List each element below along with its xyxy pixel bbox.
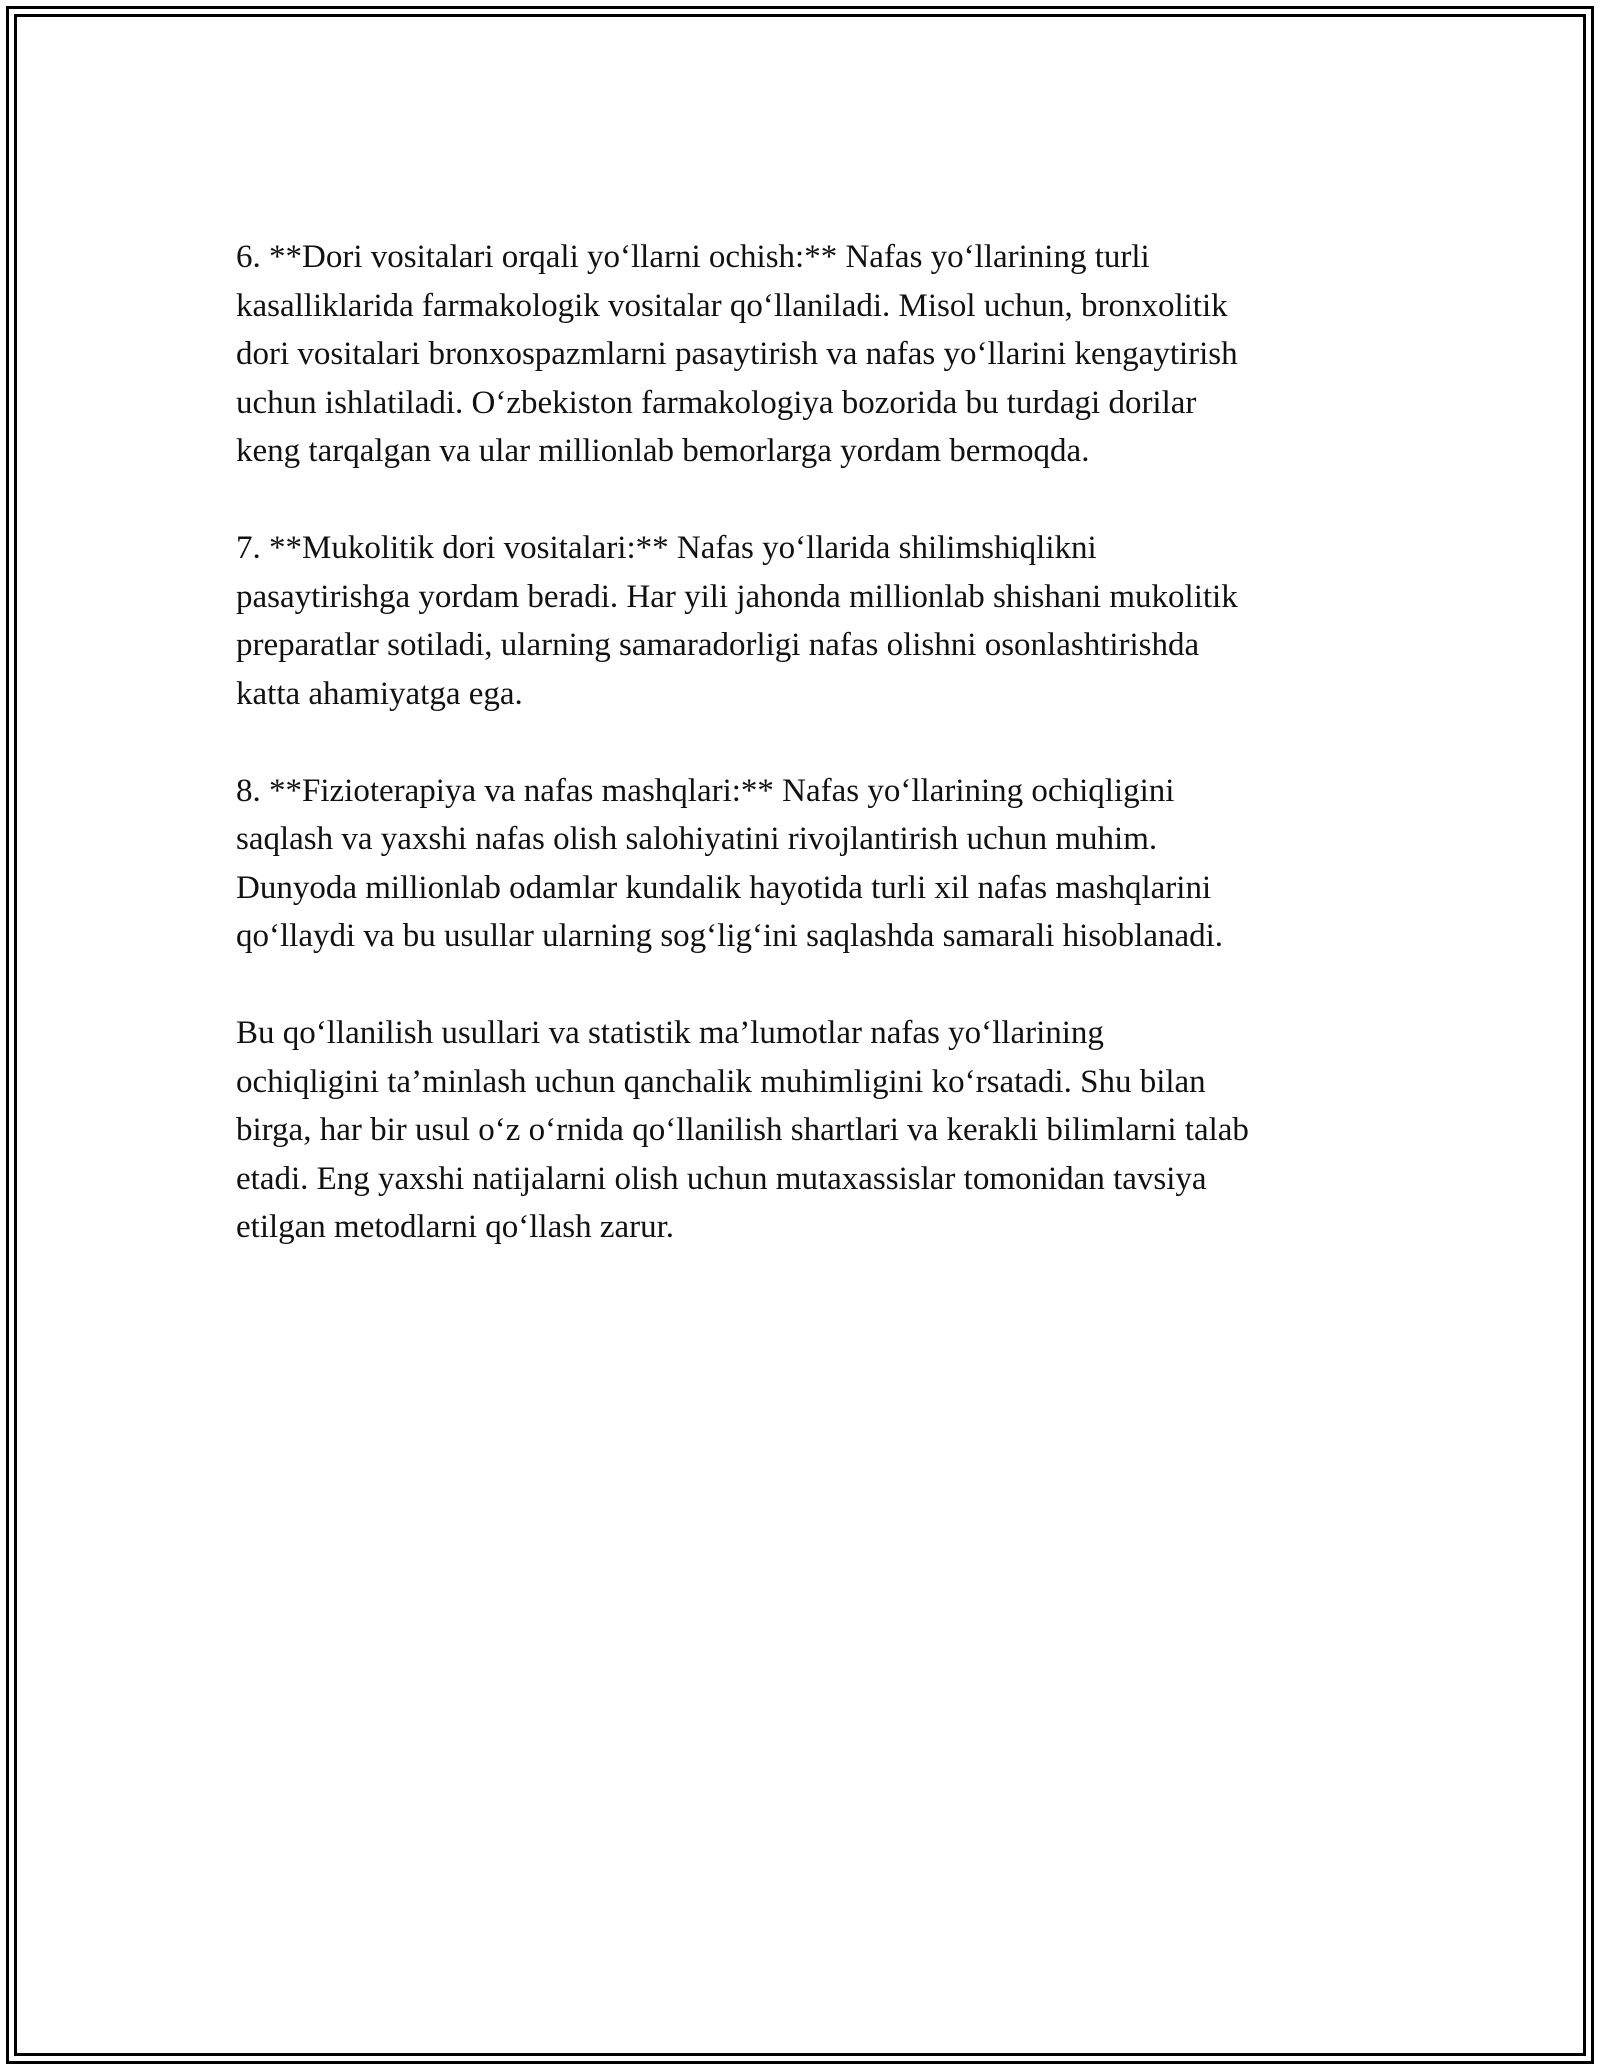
text-line: uchun ishlatiladi. O‘zbekiston farmakologiya bozorida bu turdagi dorilar <box>236 384 1197 421</box>
text-line: dori vositalari bronxospazmlarni pasaytirish va nafas yo‘llarini kengaytirish <box>236 336 1238 372</box>
text-line: 6. **Dori vositalari orqali yo‘llarni ochish:** Nafas yo‘llarining turli <box>236 239 1150 275</box>
text-line: preparatlar sotiladi, ularning samaradorligi nafas olishni osonlashtirishda <box>236 627 1200 663</box>
paragraph-item-6 <box>236 233 1386 476</box>
text-line: Bu qo‘llanilish usullari va statistik ma’lumotlar nafas yo‘llarining <box>236 1015 1104 1051</box>
text-line: etadi. Eng yaxshi natijalarni olish uchun mutaxassislar tomonidan tavsiya <box>236 1160 1207 1197</box>
paragraph-item-8 <box>236 767 1386 961</box>
text-line: etilgan metodlarni qo‘llash zarur. <box>236 1209 675 1245</box>
text-line: kasalliklarida farmakologik vositalar qo‘llaniladi. Misol uchun, bronxolitik <box>236 287 1228 324</box>
text-line: katta ahamiyatga ega. <box>236 675 523 712</box>
text-line: qo‘llaydi va bu usullar ularning sog‘lig‘ini saqlashda samarali hisoblanadi. <box>236 918 1224 954</box>
text-line: keng tarqalgan va ular millionlab bemorlarga yordam bermoqda. <box>236 433 1090 469</box>
text-line: birga, har bir usul o‘z o‘rnida qo‘llanilish shartlari va kerakli bilimlarni talab <box>236 1112 1249 1148</box>
text-line: 8. **Fizioterapiya va nafas mashqlari:** Nafas yo‘llarining ochiqligini <box>236 772 1175 809</box>
document-body <box>236 233 1386 1300</box>
text-line: pasaytirishga yordam beradi. Har yili jahonda millionlab shishani mukolitik <box>236 578 1238 615</box>
paragraph-item-7 <box>236 524 1386 718</box>
paragraph-conclusion <box>236 1009 1386 1252</box>
text-line: saqlash va yaxshi nafas olish salohiyatini rivojlantirish uchun muhim. <box>236 821 1158 857</box>
text-line: Dunyoda millionlab odamlar kundalik hayotida turli xil nafas mashqlarini <box>236 869 1212 906</box>
text-line: ochiqligini ta’minlash uchun qanchalik muhimligini ko‘rsatadi. Shu bilan <box>236 1063 1206 1100</box>
text-line: 7. **Mukolitik dori vositalari:** Nafas yo‘llarida shilimshiqlikni <box>236 530 1097 566</box>
